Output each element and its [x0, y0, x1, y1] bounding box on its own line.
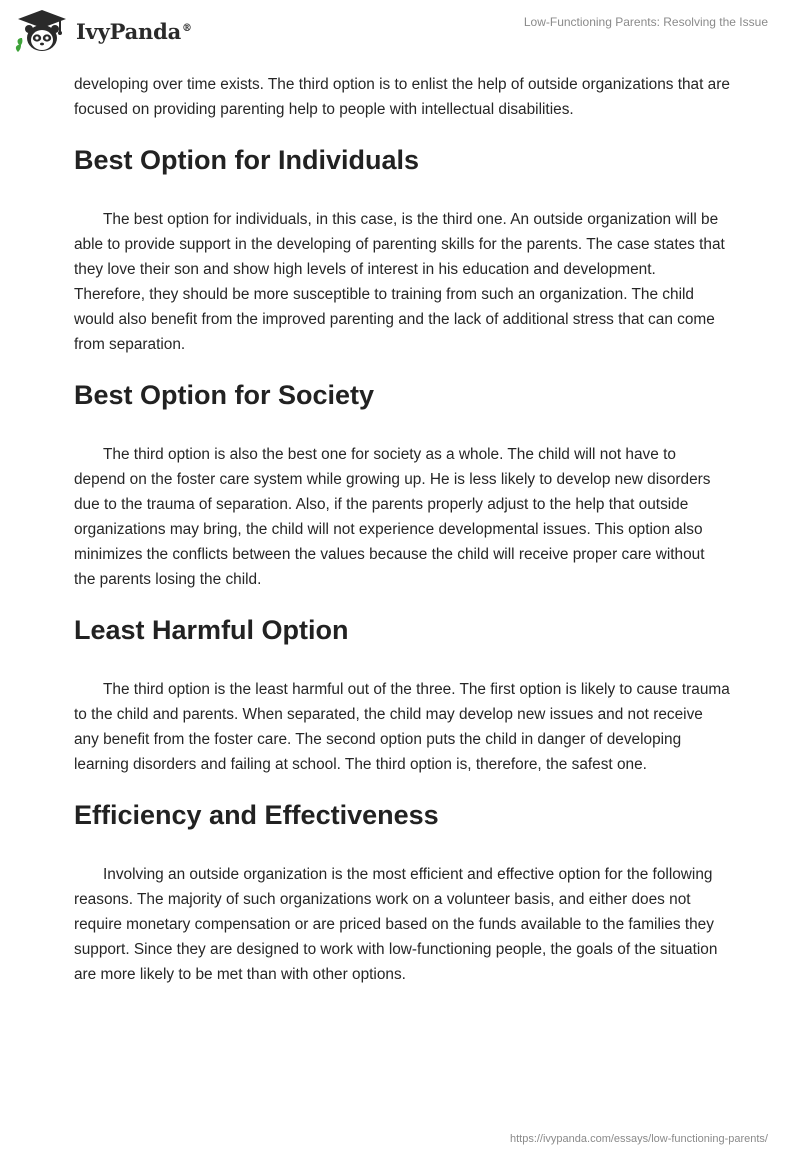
section-heading: Efficiency and Effectiveness	[74, 800, 439, 830]
section-paragraph: Involving an outside organization is the most efficient and effective option for the following reasons. The majority of such organizations work on a volunteer basis, and either does not require monetary compensation or are priced based on the funds available to the families they support. Since they are designed to work with low-functioning people, the goals of the situation are more likely to be met than with other options.	[74, 866, 718, 983]
ivypanda-logo[interactable]	[14, 8, 192, 54]
section-efficiency-effectiveness	[74, 798, 730, 987]
section-paragraph: The third option is also the best one for society as a whole. The child will not have to depend on the foster care system while growing up. He is less likely to develop new disorders due to the trauma of separation. Also, if the parents properly adjust to the help that outside organizations may bring, the child will not experience developmental issues. This option also minimizes the conflicts between the values because the child will receive proper care without the parents losing the child.	[74, 446, 711, 588]
section-best-option-society	[74, 378, 730, 592]
section-paragraph: The third option is the least harmful out of the three. The first option is likely to cause trauma to the child and parents. When separated, the child may develop new issues and not receive any benefit from the foster care. The second option puts the child in danger of developing learning disorders and failing at school. The third option is, therefore, the safest one.	[74, 681, 730, 773]
section-paragraph: The best option for individuals, in this case, is the third one. An outside organization will be able to provide support in the developing of parenting skills for the parents. The case states that they love their son and show high levels of interest in his education and development. Therefore, they should be more susceptible to training from such an organization. The child would also benefit from the improved parenting and the lack of additional stress that can come from separation.	[74, 211, 725, 353]
section-best-option-individuals	[74, 143, 730, 357]
section-heading: Best Option for Society	[74, 380, 375, 410]
page-header	[0, 0, 800, 64]
source-url-link[interactable]: https://ivypanda.com/essays/low-functioning-parents/	[509, 1133, 768, 1145]
logo-wordmark: IvyPanda®	[76, 18, 192, 44]
panda-graduate-icon	[14, 8, 70, 54]
registered-mark: ®	[182, 22, 192, 34]
essay-content	[74, 72, 730, 1008]
section-least-harmful-option	[74, 613, 730, 777]
document-title: Low-Functioning Parents: Resolving the Issue	[523, 15, 768, 29]
lead-paragraph: developing over time exists. The third option is to enlist the help of outside organizations that are focused on providing parenting help to people with intellectual disabilities.	[74, 76, 730, 118]
section-heading: Least Harmful Option	[74, 615, 349, 645]
section-heading: Best Option for Individuals	[74, 145, 420, 175]
